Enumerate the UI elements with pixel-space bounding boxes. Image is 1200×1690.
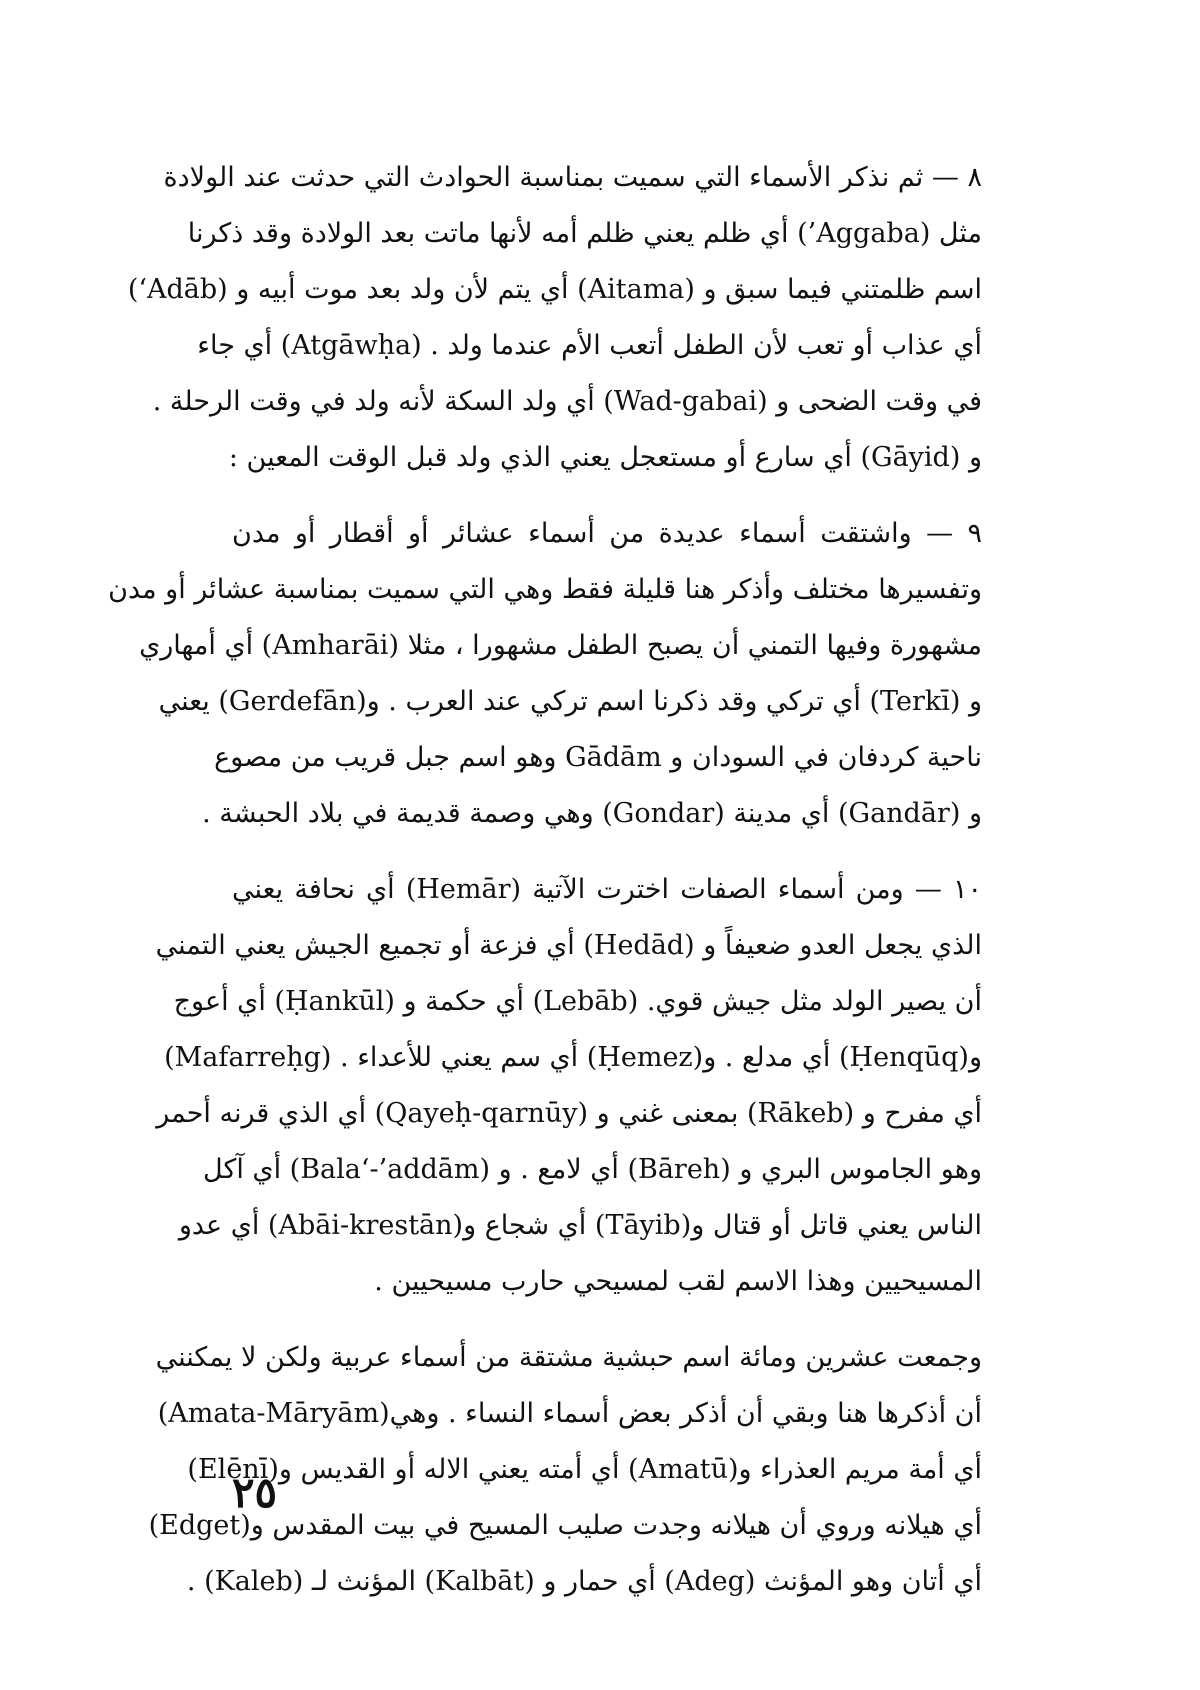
- text-line: و (Terkī) أي تركي وقد ذكرنا اسم تركي عند العرب . و(Gerdefān) يعني: [158, 686, 982, 717]
- text-line: وهو الجاموس البري و (Bāreh) أي لامع . و (Bala‘-’addām) أي آكل: [203, 1154, 982, 1185]
- text-line: وجمعت عشرين ومائة اسم حبشية مشتقة من أسماء عربية ولكن لا يمكنني: [155, 1342, 982, 1373]
- text-line: أي عذاب أو تعب لأن الطفل أتعب الأم عندما ولد . (Atgāwḥa) أي جاء: [197, 330, 982, 361]
- text-line: و(Ḥenqūq) أي مدلع . و(Ḥemez) أي سم يعني للأعداء . (Mafarreḥg): [164, 1042, 982, 1073]
- text-line: الذي يجعل العدو ضعيفاً و (Hedād) أي فزعة أو تجميع الجيش يعني التمني: [155, 930, 982, 961]
- text-line: ٩ — واشتقت أسماء عديدة من أسماء عشائر أو أقطار أو مدن: [232, 518, 982, 549]
- text-line: وتفسيرها مختلف وأذكر هنا قليلة فقط وهي التي سميت بمناسبة عشائر أو مدن: [108, 574, 982, 605]
- text-line: أي هيلانه وروي أن هيلانه وجدت صليب المسيح في بيت المقدس و(Edget): [148, 1510, 982, 1541]
- paragraph-gap: [232, 842, 982, 862]
- paragraph-9: [108, 506, 982, 842]
- text-line: ٨ — ثم نذكر الأسماء التي سميت بمناسبة الحوادث التي حدثت عند الولادة: [163, 162, 982, 193]
- text-line: في وقت الضحى و (Wad-gabai) أي ولد السكة لأنه ولد في وقت الرحلة .: [152, 386, 982, 417]
- text-line: و (Gāyid) أي سارع أو مستعجل يعني الذي ولد قبل الوقت المعين :: [228, 442, 982, 473]
- paragraph-10: [155, 862, 982, 1310]
- text-line: الناس يعني قاتل أو قتال و(Tāyib) أي شجاع و(Abāi-krestān) أي عدو: [178, 1210, 982, 1241]
- page-number: ٢٥: [232, 1468, 278, 1517]
- text-line: أي أمة مريم العذراء و(Amatū) أي أمته يعني الاله أو القديس و(Elēnī): [187, 1454, 982, 1485]
- body-text: [108, 150, 982, 1610]
- paragraph-8: [127, 150, 982, 486]
- paragraph-gap: [232, 1310, 982, 1330]
- paragraph-women-names: [148, 1330, 982, 1610]
- text-line: أن أذكرها هنا وبقي أن أذكر بعض أسماء النساء . وهي(Amata-Māryām): [157, 1398, 982, 1429]
- text-line: أن يصير الولد مثل جيش قوي. (Lebāb) أي حكمة و (Ḥankūl) أي أعوج: [173, 986, 982, 1017]
- text-line: المسيحيين وهذا الاسم لقب لمسيحي حارب مسيحيين .: [374, 1266, 982, 1297]
- text-line: و (Gandār) أي مدينة (Gondar) وهي وصمة قديمة في بلاد الحبشة .: [202, 798, 982, 829]
- text-line: أي مفرح و (Rākeb) بمعنى غني و (Qayeḥ-qarnūy) أي الذي قرنه أحمر: [156, 1098, 982, 1129]
- paragraph-gap: [232, 486, 982, 506]
- text-line: اسم ظلمتني فيما سبق و (Aitama) أي يتم لأن ولد بعد موت أبيه و (Adāb‘): [127, 274, 982, 305]
- text-line: مثل (Aggaba’) أي ظلم يعني ظلم أمه لأنها ماتت بعد الولادة وقد ذكرنا: [187, 218, 982, 249]
- text-line: أي أتان وهو المؤنث (Adeg) أي حمار و (Kalbāt) المؤنث لـ (Kaleb) .: [186, 1566, 982, 1597]
- text-line: ناحية كردفان في السودان و Gādām وهو اسم جبل قريب من مصوع: [214, 742, 982, 773]
- text-line: ١٠ — ومن أسماء الصفات اخترت الآتية (Hemār) أي نحافة يعني: [232, 874, 982, 905]
- text-line: مشهورة وفيها التمني أن يصبح الطفل مشهورا ، مثلا (Amharāi) أي أمهاري: [139, 630, 982, 661]
